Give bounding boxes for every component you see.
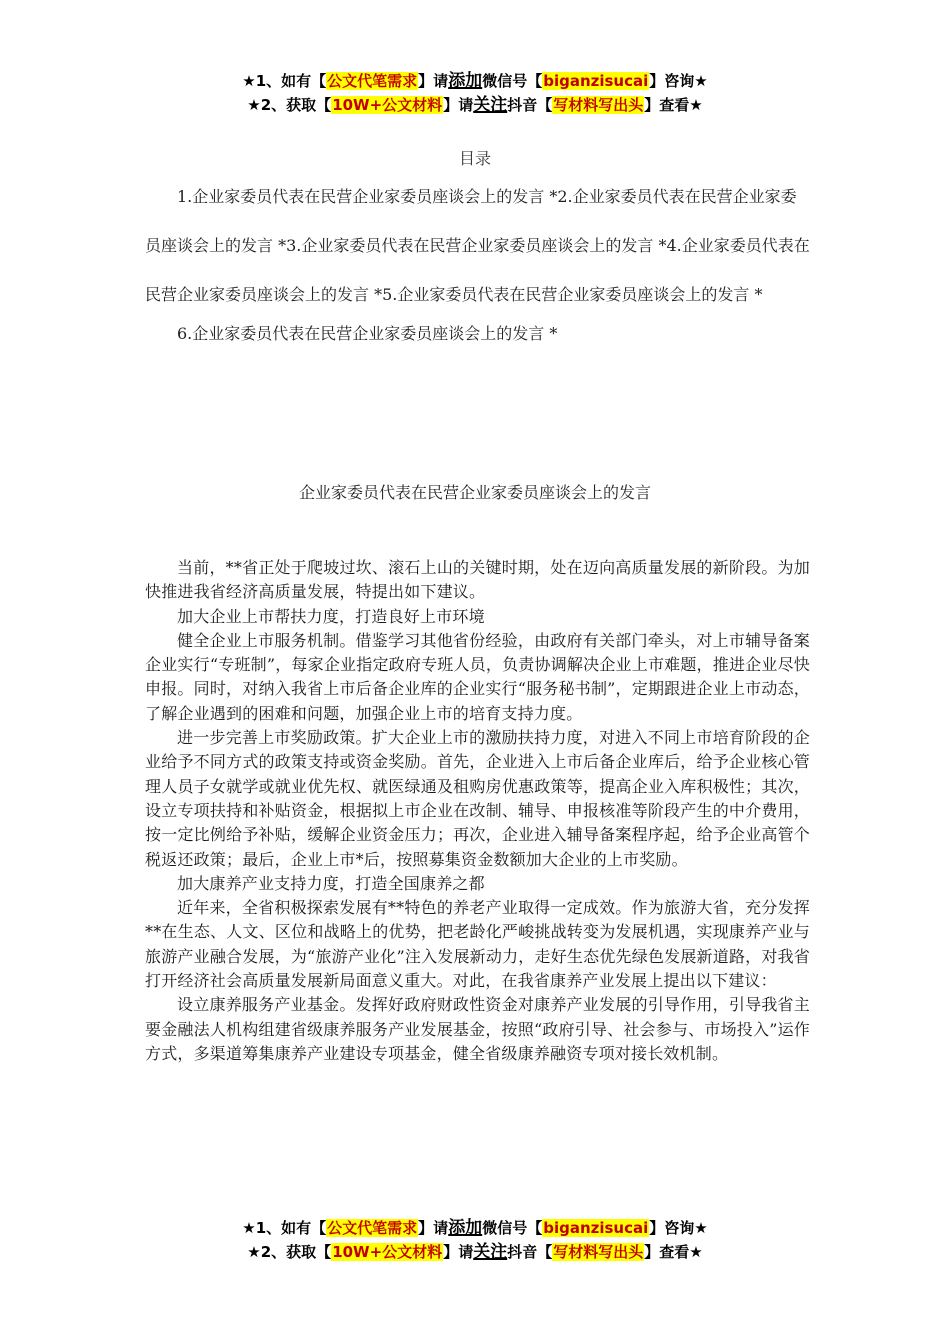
highlight-douyin-account: 写材料写出头 <box>553 96 644 114</box>
highlight-wechat-id: biganzisucai <box>543 72 649 90</box>
section-heading: 加大企业上市帮扶力度，打造良好上市环境 <box>177 606 485 626</box>
promo-banner-bottom <box>0 1216 950 1264</box>
highlight-wechat-id: biganzisucai <box>543 1219 649 1237</box>
document-title: 企业家委员代表在民营企业家委员座谈会上的发言 <box>298 483 651 502</box>
promo-line-1: ★1、如有【公文代笔需求】请添加微信号【biganzisucai】咨询★ <box>242 1218 708 1238</box>
toc-list <box>145 172 810 358</box>
paragraph: 近年来，全省积极探索发展有**特色的养老产业取得一定成效。作为旅游大省，充分发挥**在生态、人文、区位和战略上的优势，把老龄化严峻挑战转变为发展机遇，实现康养产业与旅游产业融合发展，为“旅游产业化”注入发展新动力，走好生态优先绿色发展新道路，对我省打开经济社会高质量发展新局面意义重大。对此，在我省康养产业发展上提出以下建议： <box>145 898 810 991</box>
promo-banner-top <box>0 69 950 117</box>
promo-line-2: ★2、获取【10W+公文材料】请关注抖音【写材料写出头】查看★ <box>247 95 703 115</box>
promo-line-1: ★1、如有【公文代笔需求】请添加微信号【biganzisucai】咨询★ <box>242 71 708 91</box>
paragraph: 设立康养服务产业基金。发挥好政府财政性资金对康养产业发展的引导作用，引导我省主要金融法人机构组建省级康养服务产业发展基金，按照“政府引导、社会参与、市场投入”运作方式，多渠道筹集康养产业建设专项基金，健全省级康养融资专项对接长效机制。 <box>145 995 810 1063</box>
toc-items-1-5: 1.企业家委员代表在民营企业家委员座谈会上的发言 *2.企业家委员代表在民营企业家委员座谈会上的发言 *3.企业家委员代表在民营企业家委员座谈会上的发言 *4.企业家委员代表在民营企业家委员座谈会上的发言 *5.企业家委员代表在民营企业家委员座谈会上的发言 * <box>145 187 810 304</box>
highlight-materials: 10W+公文材料 <box>332 1243 443 1261</box>
highlight-ghostwriting: 公文代笔需求 <box>327 1219 418 1237</box>
highlight-douyin-account: 写材料写出头 <box>553 1243 644 1261</box>
promo-line-2: ★2、获取【10W+公文材料】请关注抖音【写材料写出头】查看★ <box>247 1242 703 1262</box>
section-heading: 加大康养产业支持力度，打造全国康养之都 <box>177 873 485 893</box>
toc-item-6: 6.企业家委员代表在民营企业家委员座谈会上的发言 * <box>177 324 558 343</box>
paragraph: 进一步完善上市奖励政策。扩大企业上市的激励扶持力度，对进入不同上市培育阶段的企业给予不同方式的政策支持或资金奖励。首先，企业进入上市后备企业库后，给予企业核心管理人员子女就学或就业优先权、就医绿通及租购房优惠政策等，提高企业入库积极性；其次，设立专项扶持和补贴资金，根据拟上市企业在改制、辅导、申报核准等阶段产生的中介费用，按一定比例给予补贴，缓解企业资金压力；再次，企业进入辅导备案程序起，给予企业高管个税返还政策；最后，企业上市*后，按照募集资金数额加大企业的上市奖励。 <box>145 728 810 869</box>
highlight-ghostwriting: 公文代笔需求 <box>327 72 418 90</box>
toc-title: 目录 <box>458 149 491 168</box>
document-body <box>145 556 810 1066</box>
highlight-materials: 10W+公文材料 <box>332 96 443 114</box>
paragraph: 当前，**省正处于爬坡过坎、滚石上山的关键时期，处在迈向高质量发展的新阶段。为加快推进我省经济高质量发展，特提出如下建议。 <box>145 558 810 602</box>
paragraph: 健全企业上市服务机制。借鉴学习其他省份经验，由政府有关部门牵头，对上市辅导备案企业实行“专班制”，每家企业指定政府专班人员，负责协调解决企业上市难题，推进企业尽快申报。同时，对纳入我省上市后备企业库的企业实行“服务秘书制”，定期跟进企业上市动态，了解企业遇到的困难和问题，加强企业上市的培育支持力度。 <box>145 630 810 723</box>
